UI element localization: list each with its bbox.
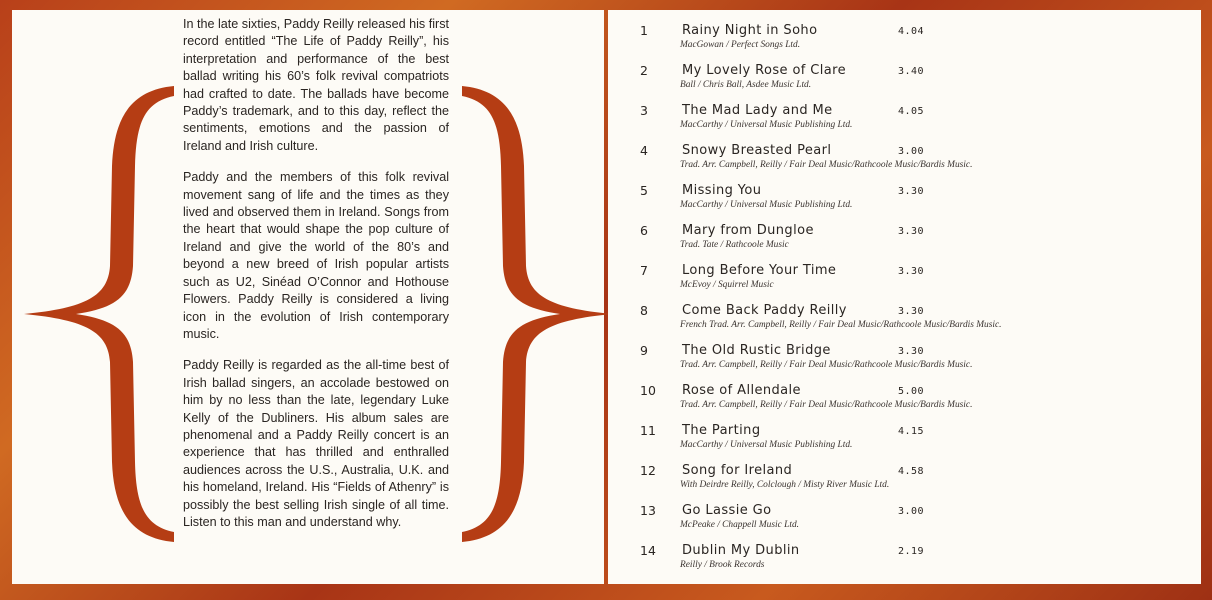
track-credit: Trad. Arr. Campbell, Reilly / Fair Deal Music/Rathcoole Music/Bardis Music. <box>680 360 973 370</box>
track-row <box>608 136 1201 176</box>
track-title: My Lovely Rose of Clare <box>682 63 847 78</box>
track-credit: Reilly / Brook Records <box>680 560 765 570</box>
track-title: Rainy Night in Soho <box>682 23 818 38</box>
track-title: Come Back Paddy Reilly <box>682 303 847 318</box>
track-credit: Trad. Arr. Campbell, Reilly / Fair Deal Music/Rathcoole Music/Bardis Music. <box>680 400 973 410</box>
track-number: 1 <box>640 23 648 38</box>
track-row <box>608 16 1201 56</box>
track-number: 8 <box>640 303 648 318</box>
track-row <box>608 96 1201 136</box>
track-row <box>608 536 1201 576</box>
track-credit: McPeake / Chappell Music Ltd. <box>680 520 799 530</box>
track-title: The Parting <box>682 423 761 438</box>
track-row <box>608 56 1201 96</box>
track-credit: French Trad. Arr. Campbell, Reilly / Fair Deal Music/Rathcoole Music/Bardis Music. <box>680 320 1002 330</box>
track-title: Dublin My Dublin <box>682 543 800 558</box>
liner-notes-panel <box>12 10 604 584</box>
track-row <box>608 456 1201 496</box>
liner-paragraph: In the late sixties, Paddy Reilly released his first record entitled “The Life of Paddy Reilly”, his interpretation and performance of the best ballad writing his 60’s folk revival compatriots had crafted to date. The ballads have become Paddy’s trademark, and to this day, reflect the sentiments, emotions and the passion of Ireland and Irish culture. <box>183 17 449 153</box>
track-title: Go Lassie Go <box>682 503 772 518</box>
track-duration: 4.15 <box>898 426 925 437</box>
track-title: Rose of Allendale <box>682 383 801 398</box>
liner-paragraph: Paddy and the members of this folk revival movement sang of life and the times as they lived and observed them in Ireland. Songs from the heart that would shape the pop culture of Ireland and give the world of the 80’s and beyond a new breed of Irish popular artists such as U2, Sinéad O’Connor and Hothouse Flowers. Paddy Reilly is considered a living icon in the evolution of Irish contemporary music. <box>183 170 449 341</box>
track-duration: 3.30 <box>898 226 925 237</box>
track-number: 6 <box>640 223 648 238</box>
track-duration: 5.00 <box>898 386 925 397</box>
left-curly-brace-icon <box>24 86 184 542</box>
track-credit: MacCarthy / Universal Music Publishing Ltd. <box>680 120 853 130</box>
track-number: 10 <box>640 383 656 398</box>
track-duration: 2.19 <box>898 546 925 557</box>
track-list-panel <box>608 10 1201 584</box>
track-number: 5 <box>640 183 648 198</box>
track-row <box>608 216 1201 256</box>
right-brace-shape <box>462 86 612 542</box>
track-title: Snowy Breasted Pearl <box>682 143 832 158</box>
track-credit: MacGowan / Perfect Songs Ltd. <box>680 40 801 50</box>
track-row <box>608 496 1201 536</box>
track-number: 14 <box>640 543 656 558</box>
track-row <box>608 176 1201 216</box>
track-row <box>608 256 1201 296</box>
track-credit: McEvoy / Squirrel Music <box>680 280 774 290</box>
track-credit: MacCarthy / Universal Music Publishing Ltd. <box>680 200 853 210</box>
liner-paragraph: Paddy Reilly is regarded as the all-time best of Irish ballad singers, an accolade bestowed on him by no less than the late, legendary Luke Kelly of the Dubliners. His album sales are phenomenal and a Paddy Reilly concert is an experience that has thrilled and enthralled audiences across the U.S., Australia, U.K. and his homeland, Ireland. His “Fields of Athenry” is possibly the best selling Irish single of all time. Listen to this man and understand why. <box>183 358 449 529</box>
left-brace-shape <box>24 86 174 542</box>
track-row <box>608 336 1201 376</box>
track-row <box>608 376 1201 416</box>
track-duration: 3.00 <box>898 146 925 157</box>
track-row <box>608 416 1201 456</box>
track-title: The Mad Lady and Me <box>682 103 833 118</box>
track-duration: 3.40 <box>898 66 925 77</box>
track-duration: 3.30 <box>898 186 925 197</box>
track-row <box>608 296 1201 336</box>
track-duration: 3.30 <box>898 266 925 277</box>
track-duration: 3.30 <box>898 306 925 317</box>
liner-notes-text <box>183 16 449 545</box>
track-number: 9 <box>640 343 648 358</box>
track-duration: 4.05 <box>898 106 925 117</box>
track-duration: 3.30 <box>898 346 925 357</box>
track-title: Long Before Your Time <box>682 263 837 278</box>
track-number: 4 <box>640 143 648 158</box>
track-number: 13 <box>640 503 656 518</box>
track-duration: 3.00 <box>898 506 925 517</box>
right-curly-brace-icon <box>452 86 612 542</box>
track-credit: MacCarthy / Universal Music Publishing Ltd. <box>680 440 853 450</box>
track-number: 7 <box>640 263 648 278</box>
track-title: Missing You <box>682 183 762 198</box>
track-title: Song for Ireland <box>682 463 793 478</box>
track-duration: 4.04 <box>898 26 925 37</box>
track-credit: Trad. Arr. Campbell, Reilly / Fair Deal Music/Rathcoole Music/Bardis Music. <box>680 160 973 170</box>
track-number: 2 <box>640 63 648 78</box>
track-credit: With Deirdre Reilly, Colclough / Misty River Music Ltd. <box>680 480 890 490</box>
track-credit: Trad. Tate / Rathcoole Music <box>680 240 789 250</box>
track-title: The Old Rustic Bridge <box>682 343 831 358</box>
track-credit: Ball / Chris Ball, Asdee Music Ltd. <box>680 80 812 90</box>
track-number: 12 <box>640 463 656 478</box>
track-duration: 4.58 <box>898 466 925 477</box>
track-number: 3 <box>640 103 648 118</box>
track-number: 11 <box>640 423 656 438</box>
track-title: Mary from Dungloe <box>682 223 814 238</box>
